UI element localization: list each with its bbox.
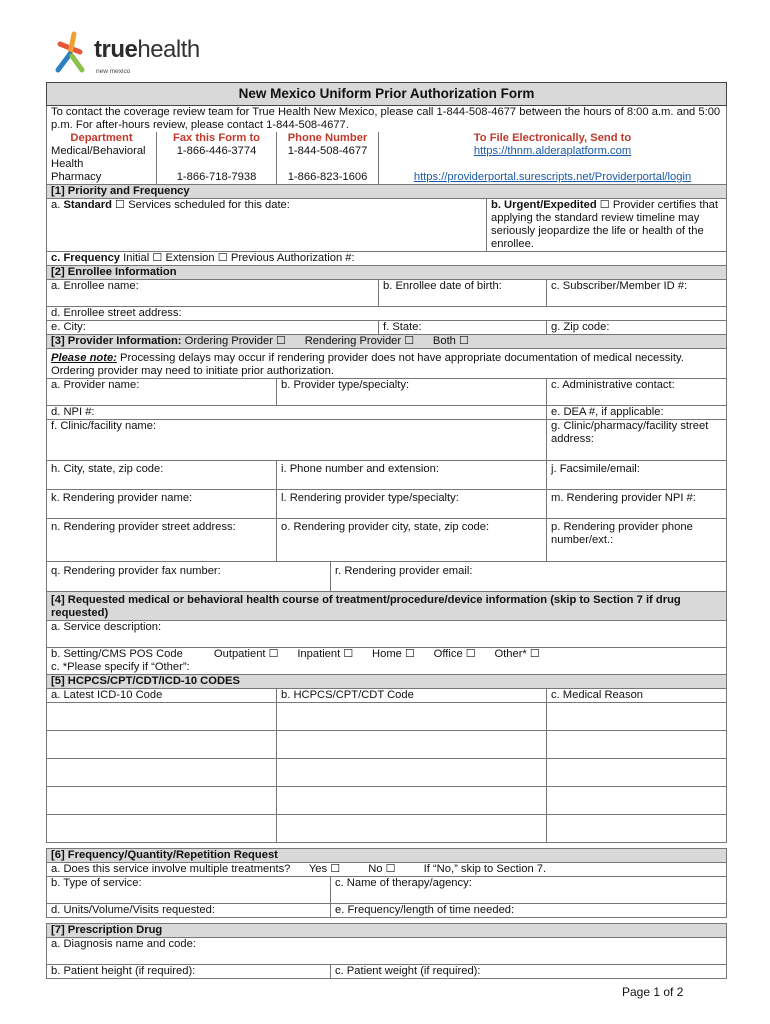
section-6-header: [6] Frequency/Quantity/Repetition Request xyxy=(47,849,727,863)
code-row xyxy=(47,815,727,843)
provider-phone-field[interactable]: i. Phone number and extension: xyxy=(277,461,547,490)
rendering-phone-field[interactable]: p. Rendering provider phone number/ext.: xyxy=(547,519,727,562)
rendering-name-field[interactable]: k. Rendering provider name: xyxy=(47,490,277,519)
medical-reason-header: c. Medical Reason xyxy=(547,689,727,703)
enrollee-zip-field[interactable]: g. Zip code: xyxy=(547,321,727,335)
member-id-field[interactable]: c. Subscriber/Member ID #: xyxy=(547,280,727,307)
truehealth-logo xyxy=(52,30,202,78)
rendering-type-field[interactable]: l. Rendering provider type/specialty: xyxy=(277,490,547,519)
rendering-fax-field[interactable]: q. Rendering provider fax number: xyxy=(47,562,331,592)
clinic-address-field[interactable]: g. Clinic/pharmacy/facility street address: xyxy=(547,420,727,461)
provider-fax-email-field[interactable]: j. Facsimile/email: xyxy=(547,461,727,490)
code-cell[interactable] xyxy=(547,787,727,815)
code-row xyxy=(47,703,727,731)
patient-height-field[interactable]: b. Patient height (if required): xyxy=(47,965,331,979)
rendering-npi-field[interactable]: m. Rendering provider NPI #: xyxy=(547,490,727,519)
patient-weight-field[interactable]: c. Patient weight (if required): xyxy=(331,965,727,979)
service-description-field[interactable]: a. Service description: xyxy=(47,621,727,648)
diagnosis-field[interactable]: a. Diagnosis name and code: xyxy=(47,938,727,965)
frequency-length-field[interactable]: e. Frequency/length of time needed: xyxy=(331,904,727,918)
provider-note: Please note: Processing delays may occur if rendering provider does not have appropriate documentation of medical necessity. Ordering provider may need to initiate prior authorization. xyxy=(47,349,727,379)
section-4-header: [4] Requested medical or behavioral health course of treatment/procedure/device information (skip to Section 7 if drug requested) xyxy=(47,592,727,621)
medical-portal-link[interactable]: https://thnm.alderaplatform.com xyxy=(379,145,727,171)
code-cell[interactable] xyxy=(47,787,277,815)
rendering-email-field[interactable]: r. Rendering provider email: xyxy=(331,562,727,592)
rendering-city-field[interactable]: o. Rendering provider city, state, zip code: xyxy=(277,519,547,562)
npi-field[interactable]: d. NPI #: xyxy=(47,406,547,420)
therapy-agency-field[interactable]: c. Name of therapy/agency: xyxy=(331,877,727,904)
form-title: New Mexico Uniform Prior Authorization Form xyxy=(47,83,727,106)
code-cell[interactable] xyxy=(47,815,277,843)
pharmacy-portal-link[interactable]: https://providerportal.surescripts.net/Providerportal/login xyxy=(379,171,727,185)
multiple-treatments-field[interactable]: a. Does this service involve multiple treatments? Yes ☐ No ☐ If “No,” skip to Section 7. xyxy=(47,863,727,877)
logo-wordmark: truehealth xyxy=(94,36,200,63)
contacts-cell: 1-866-446-3774 xyxy=(157,145,277,171)
code-cell[interactable] xyxy=(277,703,547,731)
section-2-header: [2] Enrollee Information xyxy=(47,266,727,280)
contacts-cell: 1-866-823-1606 xyxy=(277,171,379,185)
admin-contact-field[interactable]: c. Administrative contact: xyxy=(547,379,727,406)
code-cell[interactable] xyxy=(547,815,727,843)
enrollee-address-field[interactable]: d. Enrollee street address: xyxy=(47,307,727,321)
enrollee-city-field[interactable]: e. City: xyxy=(47,321,379,335)
enrollee-state-field[interactable]: f. State: xyxy=(379,321,547,335)
units-requested-field[interactable]: d. Units/Volume/Visits requested: xyxy=(47,904,331,918)
provider-name-field[interactable]: a. Provider name: xyxy=(47,379,277,406)
provider-city-field[interactable]: h. City, state, zip code: xyxy=(47,461,277,490)
code-cell[interactable] xyxy=(277,815,547,843)
page-number: Page 1 of 2 xyxy=(622,985,684,999)
code-cell[interactable] xyxy=(47,731,277,759)
enrollee-name-field[interactable]: a. Enrollee name: xyxy=(47,280,379,307)
code-cell[interactable] xyxy=(277,787,547,815)
other-specify-field[interactable]: c. *Please specify if “Other”: xyxy=(47,661,727,675)
section-1-header: [1] Priority and Frequency xyxy=(47,185,727,199)
frequency-field[interactable]: c. Frequency Initial ☐ Extension ☐ Previous Authorization #: xyxy=(47,252,727,266)
code-cell[interactable] xyxy=(47,759,277,787)
logo-mark-icon xyxy=(52,30,92,78)
contacts-cell: 1-844-508-4677 xyxy=(277,145,379,171)
code-row xyxy=(47,759,727,787)
code-cell[interactable] xyxy=(47,703,277,731)
contacts-header-dept: Department xyxy=(47,132,157,145)
hcpcs-header: b. HCPCS/CPT/CDT Code xyxy=(277,689,547,703)
clinic-name-field[interactable]: f. Clinic/facility name: xyxy=(47,420,547,461)
setting-pos-field[interactable]: b. Setting/CMS POS Code Outpatient ☐ Inpatient ☐ Home ☐ Office ☐ Other* ☐ xyxy=(47,648,727,662)
code-row xyxy=(47,731,727,759)
prior-authorization-form xyxy=(46,82,726,979)
contacts-header-phone: Phone Number xyxy=(277,132,379,145)
contacts-cell: Pharmacy xyxy=(47,171,157,185)
dea-field[interactable]: e. DEA #, if applicable: xyxy=(547,406,727,420)
enrollee-dob-field[interactable]: b. Enrollee date of birth: xyxy=(379,280,547,307)
urgent-field[interactable]: b. Urgent/Expedited ☐ Provider certifies that applying the standard review timeline may seriously jeopardize the life or health of the enrollee. xyxy=(487,199,727,252)
logo-subtitle: new mexico xyxy=(96,68,131,75)
standard-field[interactable]: a. Standard ☐ Services scheduled for this date: xyxy=(47,199,487,252)
code-cell[interactable] xyxy=(277,759,547,787)
code-cell[interactable] xyxy=(277,731,547,759)
section-3-header[interactable]: [3] Provider Information: Ordering Provider ☐ Rendering Provider ☐ Both ☐ xyxy=(47,335,727,349)
code-cell[interactable] xyxy=(547,703,727,731)
code-cell[interactable] xyxy=(547,759,727,787)
section-5-header: [5] HCPCS/CPT/CDT/ICD-10 CODES xyxy=(47,675,727,689)
intro-text: To contact the coverage review team for True Health New Mexico, please call 1-844-508-4677 between the hours of 8:00 a.m. and 5:00 p.m. For after-hours review, please contact 1-844-508-4677. xyxy=(47,106,727,133)
service-type-field[interactable]: b. Type of service: xyxy=(47,877,331,904)
icd10-header: a. Latest ICD-10 Code xyxy=(47,689,277,703)
contacts-header-fax: Fax this Form to xyxy=(157,132,277,145)
code-row xyxy=(47,787,727,815)
provider-type-field[interactable]: b. Provider type/specialty: xyxy=(277,379,547,406)
rendering-address-field[interactable]: n. Rendering provider street address: xyxy=(47,519,277,562)
code-cell[interactable] xyxy=(547,731,727,759)
contacts-header-electronic: To File Electronically, Send to xyxy=(379,132,727,145)
contacts-cell: Medical/Behavioral Health xyxy=(47,145,157,171)
section-7-header: [7] Prescription Drug xyxy=(47,924,727,938)
contacts-cell: 1-866-718-7938 xyxy=(157,171,277,185)
